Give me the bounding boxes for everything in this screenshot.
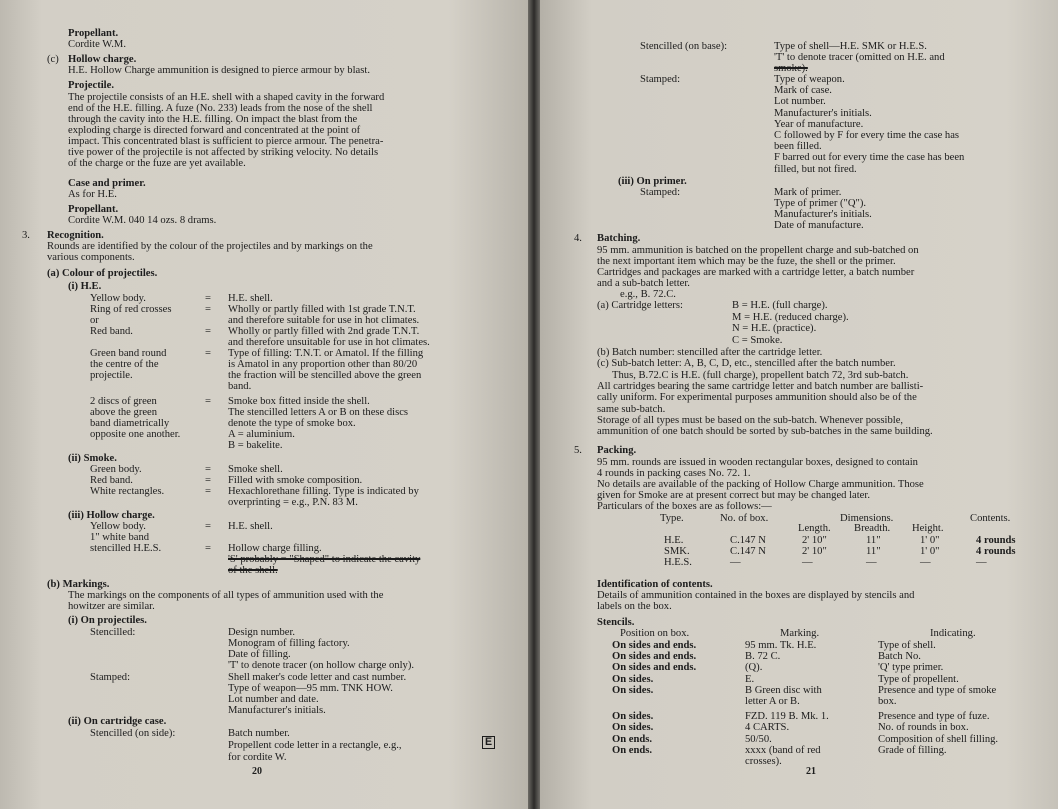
box-table-cell: — — [866, 557, 877, 568]
left-page — [0, 0, 528, 809]
box-table-cell: 11" — [866, 546, 881, 557]
box-table-header: Type. — [660, 513, 684, 524]
stencil-table-cell: On ends. — [612, 733, 653, 745]
he-marking-meaning: and therefore unsuitable for use in hot climates. — [228, 337, 430, 348]
propellant-heading: Propellant. — [68, 28, 119, 39]
stencil-table-cell: Type of propellent. — [878, 673, 959, 685]
he-marking-meaning: A = aluminium. — [228, 429, 295, 440]
identification-paragraph-line: labels on the box. — [597, 601, 672, 612]
smoke-marking-description: White rectangles. — [90, 486, 165, 497]
section-number-4: 4. — [574, 233, 582, 244]
stencilled-item: Design number. — [228, 627, 296, 638]
stencil-table-cell: On sides and ends. — [612, 640, 697, 651]
he-marking-meaning: The stencilled letters A or B on these discs — [228, 407, 409, 418]
box-table-cell: — — [802, 557, 813, 568]
he-marking-meaning: band. — [228, 381, 252, 392]
equals-sign: = — [205, 475, 211, 486]
hollow-marking-meaning: 'S' probably = "Shaped" to indicate the cavity — [228, 554, 421, 565]
hollow-marking-description: Yellow body. — [90, 521, 146, 532]
smoke-subheading: (ii) Smoke. — [68, 453, 117, 464]
he-marking-meaning: denote the type of smoke box. — [228, 418, 356, 429]
stamped-item: F barred out for every time the case has been — [774, 152, 965, 164]
stencil-table-cell: Batch No. — [878, 651, 921, 663]
batch-paragraph-line: (b) Batch number: stencilled after the cartridge letter. — [597, 347, 823, 358]
stamped-item: Lot number and date. — [228, 694, 319, 705]
on-projectiles-heading: (i) On projectiles. — [68, 615, 147, 626]
cartridge-case-item: for cordite W. — [228, 752, 287, 763]
box-table-cell: 11" — [866, 535, 881, 546]
he-marking-meaning: and therefore suitable for use in hot climates. — [228, 315, 420, 326]
recognition-heading: Recognition. — [47, 230, 104, 241]
stencil-table-cell: Type of shell. — [878, 640, 936, 651]
stencil-table-cell: 50/50. — [745, 733, 772, 745]
box-table-subheader: Breadth. — [854, 523, 891, 534]
stencil-table-cell: letter A or B. — [745, 696, 800, 707]
equals-sign: = — [205, 348, 211, 359]
propellent-code-box: E — [482, 736, 495, 749]
batching-heading: Batching. — [597, 233, 641, 244]
right-page — [540, 0, 1058, 809]
stencil-table-cell: xxxx (band of red — [745, 744, 821, 756]
propellant-value-2: Cordite W.M. 040 14 ozs. 8 drams. — [68, 215, 217, 226]
he-subheading: (i) H.E. — [68, 281, 102, 292]
batch-paragraph-line: Thus, B.72.C is H.E. (full charge), propellent batch 72, 3rd sub-batch. — [612, 369, 909, 381]
he-marking-description: or — [90, 315, 99, 326]
stencil-table-cell: On sides. — [612, 684, 654, 696]
he-marking-meaning: the fraction will be stencilled above the green — [228, 370, 422, 381]
batching-paragraph-line: the next important item which may be the fuze, the shell or the primer. — [597, 256, 896, 267]
hollow-charge-text: H.E. Hollow Charge ammunition is designed to pierce armour by blast. — [68, 65, 370, 76]
equals-sign: = — [205, 293, 211, 304]
stencilled-item: Monogram of filling factory. — [228, 638, 350, 649]
batch-paragraph-line: (c) Sub-batch letter: A, B, C, D, etc., stencilled after the batch number. — [597, 358, 896, 370]
colour-of-projectiles-heading: (a) Colour of projectiles. — [47, 268, 158, 279]
he-marking-description: projectile. — [90, 370, 133, 381]
section-number-3: 3. — [22, 230, 30, 241]
smoke-marking-meaning: overprinting = e.g., P.N. 83 M. — [228, 497, 358, 508]
he-marking-meaning: H.E. shell. — [228, 293, 273, 304]
stamped-item: Mark of case. — [774, 85, 832, 97]
smoke-marking-meaning: Hexachlorethane filling. Type is indicated by — [228, 486, 419, 497]
batch-paragraph-line: All cartridges bearing the same cartridge letter and batch number are ballisti- — [597, 380, 924, 392]
stencil-table-header: Marking. — [780, 628, 820, 639]
cartridge-case-item: Batch number. — [228, 728, 290, 739]
he-marking-description: Green band round — [90, 348, 167, 359]
stencil-table-cell: Grade of filling. — [878, 744, 947, 756]
stencilled-label: Stencilled: — [90, 627, 136, 638]
stencil-table-cell: 4 CARTS. — [745, 722, 790, 734]
markings-paragraph-line: howitzer are similar. — [68, 601, 155, 612]
projectile-paragraph-line: end of the H.E. filling. A fuze (No. 233) leads from the nose of the shell — [68, 103, 373, 114]
box-table-cell: — — [730, 557, 741, 568]
projectile-paragraph-line: of the charge or the fuze are yet available. — [68, 158, 246, 169]
box-table-cell: 1' 0" — [920, 546, 940, 557]
projectile-paragraph-line: The projectile consists of an H.E. shell with a shaped cavity in the forward — [68, 92, 385, 103]
markings-heading: (b) Markings. — [47, 579, 110, 590]
equals-sign: = — [205, 464, 211, 475]
stamped-item: Type of weapon—95 mm. TNK HOW. — [228, 683, 393, 694]
stencil-table-cell: 95 mm. Tk. H.E. — [745, 640, 817, 651]
projectile-paragraph-line: impact. This concentrated blast is sufficient to pierce armour. The penetra- — [68, 136, 384, 147]
batching-paragraph-line: 95 mm. ammunition is batched on the propellent charge and sub-batched on — [597, 245, 919, 256]
hollow-marking-meaning: H.E. shell. — [228, 521, 273, 532]
stencil-table-cell: On sides and ends. — [612, 651, 697, 663]
he-marking-description: 2 discs of green — [90, 396, 157, 407]
stencilled-base-item: smoke). — [774, 63, 808, 74]
smoke-marking-description: Green body. — [90, 464, 142, 475]
equals-sign: = — [205, 396, 211, 407]
stamped-item: Lot number. — [774, 96, 826, 108]
stencil-table-cell: Presence and type of smoke — [878, 684, 997, 696]
box-table-subheader: Length. — [798, 523, 831, 534]
stencil-table-cell: E. — [745, 673, 755, 685]
projectile-paragraph-line: through the cavity into the H.E. filling. On impact the blast from the — [68, 114, 358, 125]
primer-item: Type of primer ("Q"). — [774, 198, 867, 209]
box-table-cell: — — [976, 557, 987, 568]
primer-item: Manufacturer's initials. — [774, 209, 872, 220]
he-marking-meaning: is Amatol in any proportion other than 80/20 — [228, 359, 418, 370]
propellant-value: Cordite W.M. — [68, 39, 126, 50]
cartridge-letters-label: (a) Cartridge letters: — [597, 300, 683, 311]
stencil-table-cell: No. of rounds in box. — [878, 722, 969, 734]
box-table-cell: H.E. — [664, 535, 684, 546]
on-primer-heading: (iii) On primer. — [618, 176, 687, 187]
box-table-cell: — — [920, 557, 931, 568]
page-number: 21 — [806, 766, 816, 777]
stencil-table-cell: Composition of shell filling. — [878, 733, 999, 745]
page-number: 20 — [252, 766, 262, 777]
cartridge-letter-item: B = H.E. (full charge). — [732, 300, 828, 311]
stamped-item: filled, but not fired. — [774, 163, 857, 175]
he-marking-description: the centre of the — [90, 359, 159, 370]
stamped-item: Shell maker's code letter and cast number. — [228, 672, 407, 683]
he-marking-meaning: B = bakelite. — [228, 440, 283, 451]
hollow-marking-meaning: Hollow charge filling. — [228, 543, 322, 554]
stamped-label: Stamped: — [640, 74, 681, 85]
box-table-cell: 4 rounds — [976, 535, 1016, 546]
he-marking-description: band diametrically — [90, 418, 170, 429]
stamped-item: Manufacturer's initials. — [228, 705, 326, 716]
he-marking-description: above the green — [90, 407, 158, 418]
box-table-cell: C.147 N — [730, 535, 766, 546]
markings-paragraph-line: The markings on the components of all types of ammunition used with the — [68, 590, 384, 601]
box-table-cell: 2' 10" — [802, 535, 827, 546]
stencil-table-cell: box. — [878, 696, 897, 707]
hollow-charge-heading: Hollow charge. — [68, 54, 137, 65]
stamped-label: Stamped: — [90, 672, 131, 683]
primer-stamped-label: Stamped: — [640, 187, 681, 198]
stencil-table-cell: On sides. — [612, 722, 654, 734]
he-marking-description: opposite one another. — [90, 429, 181, 440]
hollow-marking-description: 1" white band — [90, 532, 150, 543]
packing-paragraph-line: 4 rounds in packing cases No. 72. 1. — [597, 468, 751, 479]
projectile-paragraph-line: tive power of the projectile is not affected by striking velocity. No details — [68, 147, 379, 158]
projectile-paragraph-line: exploding charge is directed forward and concentrated at the point of — [68, 125, 361, 136]
box-table-cell: 2' 10" — [802, 546, 827, 557]
batching-paragraph-line: e.g., B. 72.C. — [620, 289, 676, 300]
stencilled-base-item: 'T' to denote tracer (omitted on H.E. and — [774, 52, 945, 63]
batch-paragraph-line: ammunition of one batch should be sorted by sub-batches in the same building. — [597, 426, 933, 438]
batch-paragraph-line: same sub-batch. — [597, 403, 666, 415]
section-c-label: (c) — [47, 54, 59, 65]
primer-item: Mark of primer. — [774, 187, 842, 198]
packing-heading: Packing. — [597, 445, 637, 456]
box-table-header: No. of box. — [720, 513, 769, 524]
stencil-table-header: Indicating. — [930, 628, 976, 639]
stamped-item: Type of weapon. — [774, 74, 845, 85]
stamped-item: C followed by F for every time the case has — [774, 130, 960, 141]
he-marking-description: Red band. — [90, 326, 133, 337]
stencil-table-cell: On sides. — [612, 711, 654, 723]
stencil-table-cell: B Green disc with — [745, 684, 822, 696]
equals-sign: = — [205, 486, 211, 497]
he-marking-meaning: Smoke box fitted inside the shell. — [228, 396, 370, 407]
he-marking-meaning: Wholly or partly filled with 2nd grade T.N.T. — [228, 326, 420, 337]
smoke-marking-description: Red band. — [90, 475, 133, 486]
hollow-charge-subheading: (iii) Hollow charge. — [68, 510, 155, 521]
box-table-cell: H.E.S. — [664, 557, 692, 568]
stencils-heading: Stencils. — [597, 617, 635, 628]
box-table-cell: SMK. — [664, 546, 690, 557]
batching-paragraph-line: Cartridges and packages are marked with a cartridge letter, a batch number — [597, 267, 915, 278]
book-gutter — [528, 0, 540, 809]
box-table-subheader: Height. — [912, 523, 944, 534]
stencilled-base-item: Type of shell—H.E. SMK or H.E.S. — [774, 41, 927, 52]
stamped-item: Year of manufacture. — [774, 118, 864, 130]
stencil-table-cell: crosses). — [745, 756, 782, 767]
he-marking-description: Ring of red crosses — [90, 304, 172, 315]
cartridge-letter-item: N = H.E. (practice). — [732, 323, 817, 334]
packing-paragraph-line: Particulars of the boxes are as follows:— — [597, 501, 772, 512]
case-primer-value: As for H.E. — [68, 189, 117, 200]
packing-paragraph-line: No details are available of the packing of Hollow Charge ammunition. Those — [597, 479, 924, 490]
batching-paragraph-line: and a sub-batch letter. — [597, 278, 690, 289]
batch-paragraph-line: Storage of all types must be based on the sub-batch. Whenever possible, — [597, 414, 904, 426]
projectile-heading: Projectile. — [68, 80, 114, 91]
stencilled-item: Date of filling. — [228, 649, 291, 660]
stencil-table-cell: On sides and ends. — [612, 662, 697, 674]
stencil-table-cell: FZD. 119 B. Mk. 1. — [745, 711, 829, 723]
box-table-header: Dimensions. — [840, 513, 894, 524]
equals-sign: = — [205, 326, 211, 337]
stamped-item: been filled. — [774, 141, 822, 153]
on-cartridge-case-heading: (ii) On cartridge case. — [68, 716, 167, 727]
propellant-heading-2: Propellant. — [68, 204, 119, 215]
box-table-header: Contents. — [970, 513, 1011, 524]
equals-sign: = — [205, 521, 211, 532]
box-table-cell: 1' 0" — [920, 535, 940, 546]
identification-paragraph-line: Details of ammunition contained in the boxes are displayed by stencils and — [597, 590, 915, 601]
stencil-table-cell: Presence and type of fuze. — [878, 711, 990, 723]
stamped-item: Manufacturer's initials. — [774, 107, 872, 119]
packing-paragraph-line: 95 mm. rounds are issued in wooden rectangular boxes, designed to contain — [597, 457, 918, 468]
recognition-paragraph-line: various components. — [47, 252, 135, 263]
he-marking-meaning: Type of filling: T.N.T. or Amatol. If the filling — [228, 348, 424, 359]
stencil-table-cell: 'Q' type primer. — [878, 662, 944, 674]
stencil-table-header: Position on box. — [620, 628, 690, 639]
stencil-table-cell: On ends. — [612, 744, 653, 756]
batch-paragraph-line: cally uniform. For experimental purposes ammunition should also be of the — [597, 392, 917, 404]
equals-sign: = — [205, 304, 211, 315]
he-marking-description: Yellow body. — [90, 293, 146, 304]
case-primer-heading: Case and primer. — [68, 178, 146, 189]
hollow-marking-description: stencilled H.E.S. — [90, 543, 162, 554]
section-number-5: 5. — [574, 445, 582, 456]
stencilled-item: 'T' to denote tracer (on hollow charge only). — [228, 660, 415, 671]
stencil-table-cell: B. 72 C. — [745, 651, 781, 663]
hollow-marking-meaning: of the shell. — [228, 565, 278, 576]
stencilled-on-base-label: Stencilled (on base): — [640, 41, 728, 52]
stencil-table-cell: On sides. — [612, 673, 654, 685]
smoke-marking-meaning: Filled with smoke composition. — [228, 475, 363, 486]
he-marking-meaning: Wholly or partly filled with 1st grade T.N.T. — [228, 304, 416, 315]
cartridge-letter-item: M = H.E. (reduced charge). — [732, 311, 849, 323]
box-table-cell: C.147 N — [730, 546, 766, 557]
cartridge-case-item: Propellent code letter in a rectangle, e.g., — [228, 740, 402, 751]
stencil-table-cell: (Q). — [745, 662, 763, 674]
equals-sign: = — [205, 543, 211, 554]
cartridge-letter-item: C = Smoke. — [732, 334, 783, 346]
box-table-cell: 4 rounds — [976, 546, 1016, 557]
packing-paragraph-line: given for Smoke are at present correct but may be changed later. — [597, 490, 870, 501]
stencilled-on-side-label: Stencilled (on side): — [90, 728, 176, 739]
recognition-paragraph-line: Rounds are identified by the colour of the projectiles and by markings on the — [47, 241, 373, 252]
primer-item: Date of manufacture. — [774, 220, 864, 231]
identification-heading: Identification of contents. — [597, 579, 713, 590]
smoke-marking-meaning: Smoke shell. — [228, 464, 283, 475]
